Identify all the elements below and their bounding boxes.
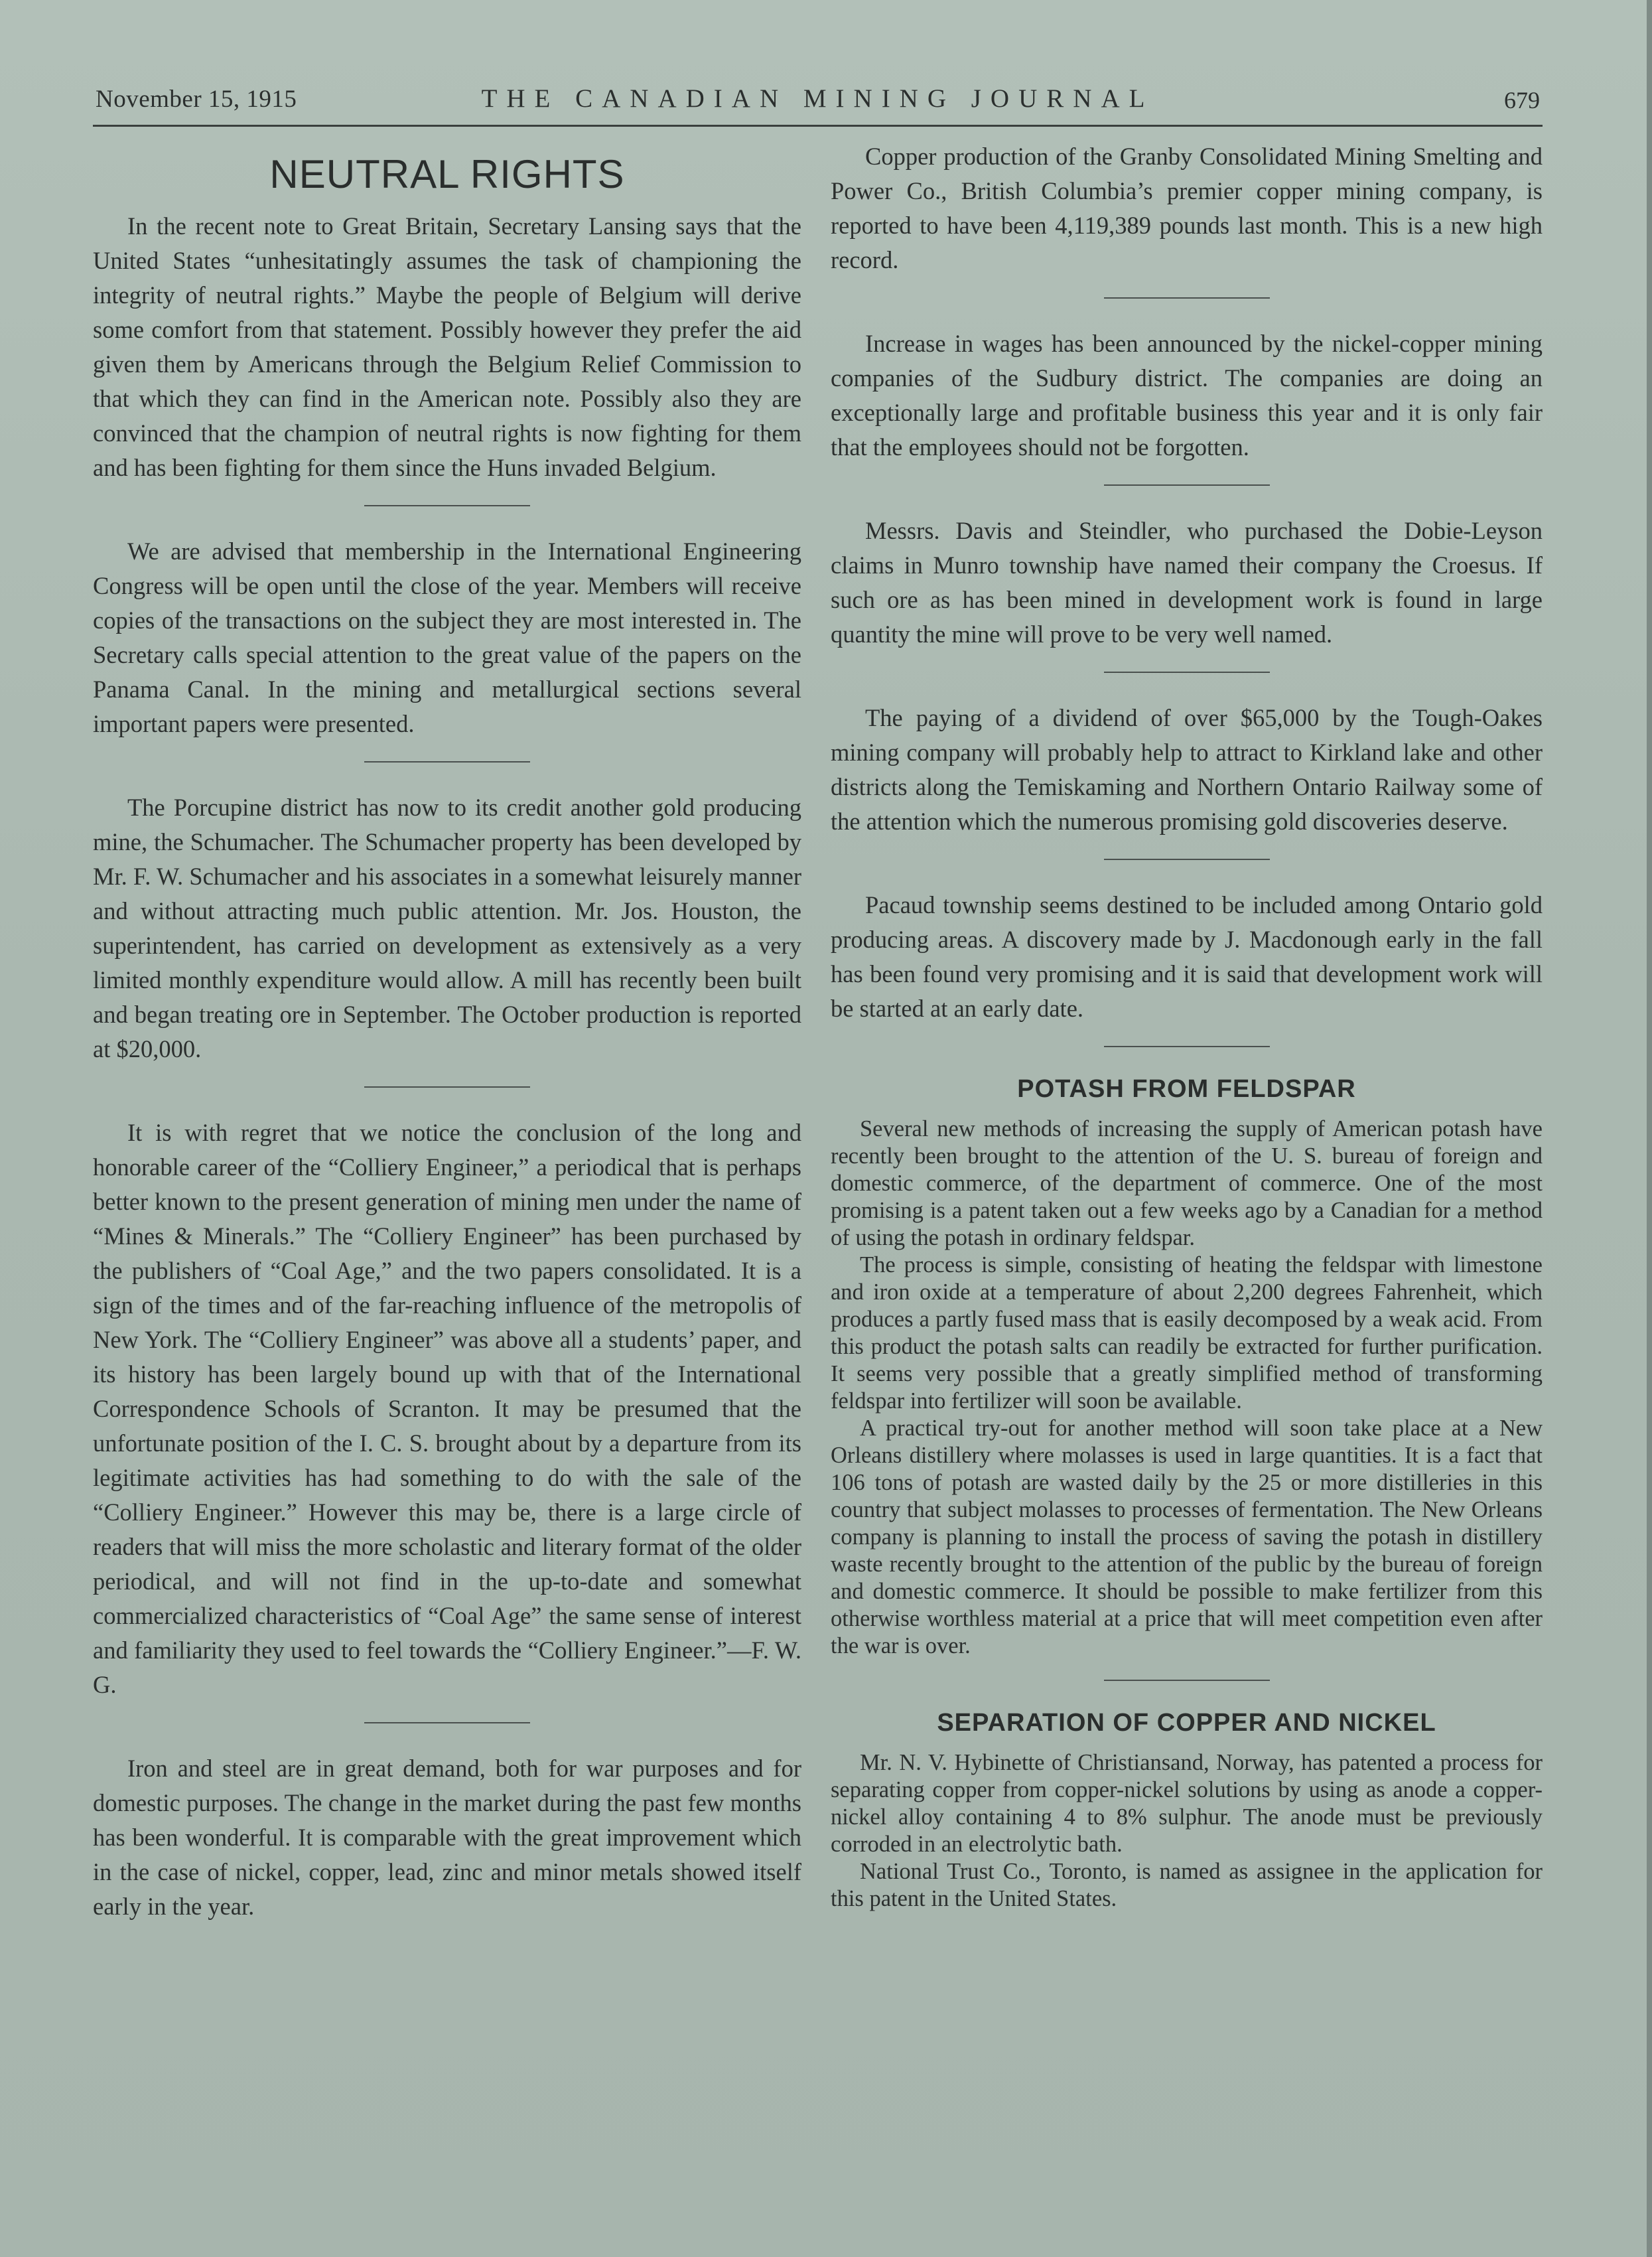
section-divider xyxy=(1104,672,1270,673)
section-divider xyxy=(364,1086,530,1088)
paragraph: The process is simple, consisting of heating the feldspar with limestone and iron oxide at a temperature of about 2,200 degrees Fahrenheit, which produces a partly fused mass that is easily decomposed by a weak acid. From this product the potash salts can readily be extracted for further purification. It seems very possible that a greatly simplified method of transforming feldspar into fertilizer will soon be available. xyxy=(831,1252,1543,1414)
section-divider xyxy=(1104,1046,1270,1047)
paragraph: Copper production of the Granby Consolidated Mining Smelting and Power Co., British Columbia’s premier copper mining company, is reported to have been 4,119,389 pounds last month. This is a new high record. xyxy=(831,143,1543,273)
paragraph: We are advised that membership in the International Engineering Congress will be open until the close of the year. Members will receive copies of the transactions on the subject they are most interested in. The Secretary calls special attention to the great value of the papers on the Panama Canal. In the mining and metallurgical sections several important papers were presented. xyxy=(93,538,801,737)
copper-nickel-heading: SEPARATION OF COPPER AND NICKEL xyxy=(937,1709,1436,1737)
paragraph: It is with regret that we notice the conclusion of the long and honorable career of the “Colliery Engineer,” a periodical that is perhaps better known to the present generation of mining men under the name of “Mines & Minerals.” The “Colliery Engineer” has been purchased by the publishers of “Coal Age,” and the two papers consolidated. It is a sign of the times and of the far-reaching influence of the metropolis of New York. The “Colliery Engineer” was above all a students’ paper, and its history has been largely bound up with that of the International Correspondence Schools of Scranton. It may be presumed that the unfortunate position of the I. C. S. brought about by a departure from its legitimate activities has had something to do with the sale of the “Colliery Engineer.” However this may be, there is a large circle of readers that will miss the more scholastic and literary format of the older periodical, and will not find in the up-to-date and somewhat commercialized characteristics of “Coal Age” the same sense of interest and familiarity they used to feel towards the “Colliery Engineer.”—F. W. G. xyxy=(93,1119,801,1698)
paragraph: A practical try-out for another method will soon take place at a New Orleans distillery where molasses is used in large quantities. It is a fact that 106 tons of potash are wasted daily by the 25 or more distilleries in this country that subject molasses to processes of fermentation. The New Orleans company is planning to install the process of saving the potash in distillery waste recently brought to the attention of the public by the bureau of foreign and domestic commerce. It should be possible to make fertilizer from this otherwise worthless material at a price that will meet competition even after the war is over. xyxy=(831,1416,1543,1658)
paragraph: Messrs. Davis and Steindler, who purchased the Dobie-Leyson claims in Munro township have named their company the Croesus. If such ore as has been mined in development work is found in large quantity the mine will prove to be very well named. xyxy=(831,517,1543,648)
running-header xyxy=(93,78,1543,127)
potash-heading: POTASH FROM FELDSPAR xyxy=(1017,1075,1356,1103)
section-divider xyxy=(364,1722,530,1723)
page-edge xyxy=(1647,0,1652,2257)
section-divider xyxy=(1104,1680,1270,1681)
paragraph: National Trust Co., Toronto, is named as assignee in the application for this patent in the United States. xyxy=(831,1859,1543,1911)
paragraph: The Porcupine district has now to its credit another gold producing mine, the Schumacher. The Schumacher property has been developed by Mr. F. W. Schumacher and his associates in a somewhat leisurely manner and without attracting much public attention. Mr. Jos. Houston, the superintendent, has carried on development as extensively as a very limited monthly expenditure would allow. A mill has recently been built and began treating ore in September. The October production is reported at $20,000. xyxy=(93,794,801,1062)
right-column xyxy=(831,139,1543,1913)
section-divider xyxy=(1104,297,1270,299)
paragraph: Mr. N. V. Hybinette of Christiansand, Norway, has patented a process for separating copper from copper-nickel solutions by using as anode a copper-nickel alloy containing 4 to 8% sulphur. The anode must be previously corroded in an electrolytic bath. xyxy=(831,1750,1543,1857)
section-divider xyxy=(364,505,530,506)
left-column xyxy=(93,139,801,1924)
paragraph: In the recent note to Great Britain, Secretary Lansing says that the United States “unhesitatingly assumes the task of championing the integrity of neutral rights.” Maybe the people of Belgium will derive some comfort from that statement. Possibly however they prefer the aid given them by Americans through the Belgium Relief Commission to that which they can find in the American note. Possibly also they are convinced that the champion of neutral rights is now fighting for them and has been fighting for them since the Huns invaded Belgium. xyxy=(93,212,801,481)
paragraph: Several new methods of increasing the supply of American potash have recently been brought to the attention of the U. S. bureau of foreign and domestic commerce, of the department of commerce. One of the most promising is a patent taken out a few weeks ago by a Canadian for a method of using the potash in ordinary feldspar. xyxy=(831,1116,1543,1250)
issue-date: November 15, 1915 xyxy=(96,86,297,113)
section-divider xyxy=(364,761,530,763)
paragraph: Iron and steel are in great demand, both for war purposes and for domestic purposes. The change in the market during the past few months has been wonderful. It is comparable with the great improvement which in the case of nickel, copper, lead, zinc and minor metals showed itself early in the year. xyxy=(93,1755,801,1920)
page-number: 679 xyxy=(1504,87,1540,113)
paragraph: The paying of a dividend of over $65,000 by the Tough-Oakes mining company will probably help to attract to Kirkland lake and other districts along the Temiskaming and Northern Ontario Railway some of the attention which the numerous promising gold discoveries deserve. xyxy=(831,704,1543,835)
paragraph: Increase in wages has been announced by the nickel-copper mining companies of the Sudbury district. The companies are doing an exceptionally large and profitable business this year and it is only fair that the employees should not be forgotten. xyxy=(831,330,1543,461)
journal-title: THE CANADIAN MINING JOURNAL xyxy=(481,84,1154,113)
paragraph: Pacaud township seems destined to be included among Ontario gold producing areas. A discovery made by J. Macdonough early in the fall has been found very promising and it is said that development work will be started at an early date. xyxy=(831,891,1543,1022)
section-divider xyxy=(1104,484,1270,486)
article-title: NEUTRAL RIGHTS xyxy=(269,152,625,196)
section-divider xyxy=(1104,859,1270,860)
